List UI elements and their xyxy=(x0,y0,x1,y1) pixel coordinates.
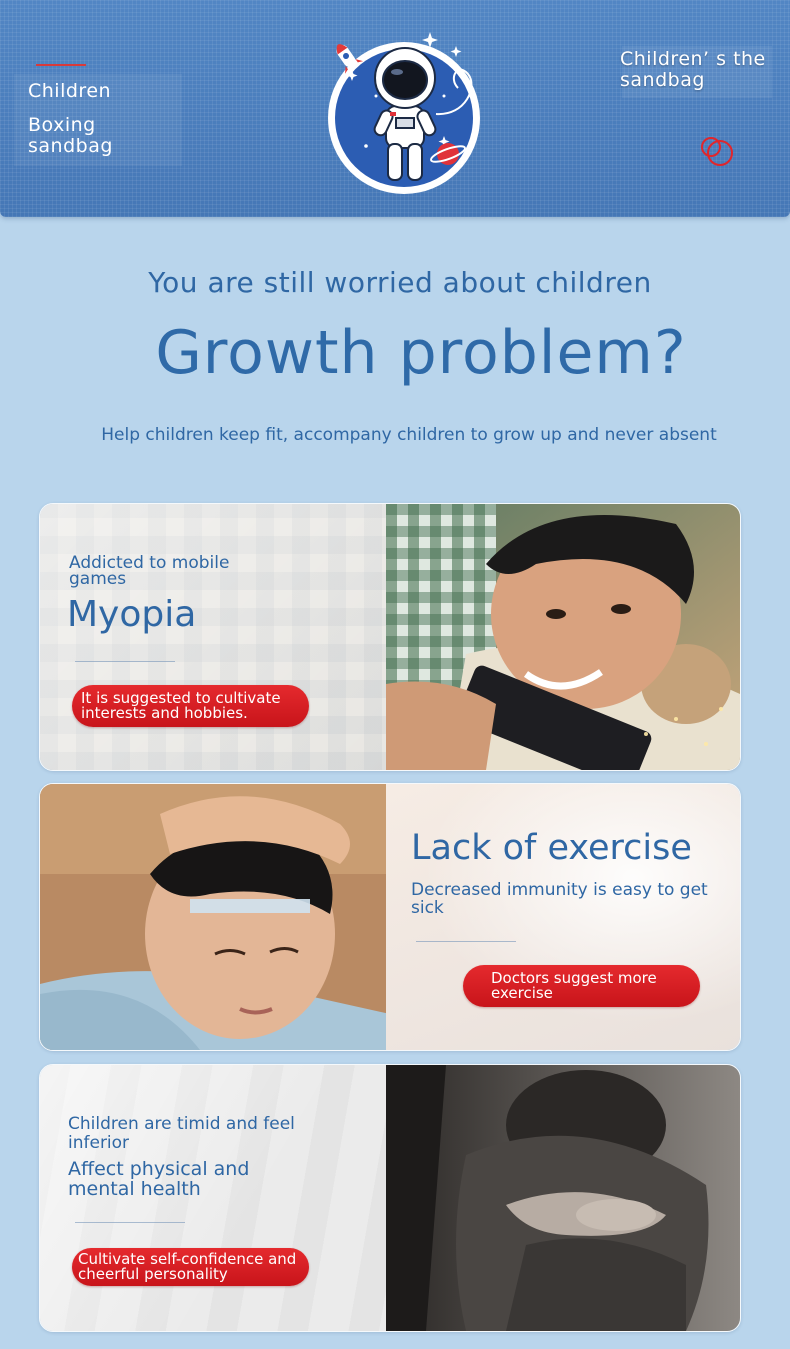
intro-tagline: Help children keep fit, accompany children to grow up and never absent xyxy=(101,425,717,445)
sick-boy-photo xyxy=(40,784,390,1050)
card-title: Myopia xyxy=(67,594,197,635)
header-right-title: Children’ s the sandbag xyxy=(620,48,766,91)
advice-pill: It is suggested to cultivate interests and hobbies. xyxy=(72,685,309,727)
header-banner xyxy=(0,0,790,217)
header-left-label: Children xyxy=(28,80,112,102)
double-ring-icon xyxy=(698,134,738,168)
intro-heading: Growth problem? xyxy=(155,318,687,388)
card-caption: Children are timid and feel inferior xyxy=(68,1114,295,1153)
sad-child-photo xyxy=(386,1065,740,1331)
card-title: Affect physical and mental health xyxy=(68,1158,250,1200)
card-text-panel xyxy=(40,504,390,770)
intro-subheading: You are still worried about children xyxy=(148,266,652,299)
card-divider xyxy=(416,941,516,942)
advice-pill: Doctors suggest more exercise xyxy=(463,965,700,1007)
card-caption: Decreased immunity is easy to get sick xyxy=(411,880,708,918)
card-divider xyxy=(75,661,175,662)
card-divider xyxy=(75,1222,185,1223)
card-title: Lack of exercise xyxy=(411,828,692,868)
card-caption: Addicted to mobile games xyxy=(69,553,230,589)
card-text-panel xyxy=(386,784,740,1050)
problem-card-myopia xyxy=(39,503,741,771)
problem-card-confidence xyxy=(39,1064,741,1332)
header-left-title: Boxing sandbag xyxy=(28,114,113,157)
boy-playing-phone-photo xyxy=(386,504,740,770)
advice-pill: Cultivate self-confidence and cheerful personality xyxy=(72,1248,309,1286)
card-text-panel xyxy=(40,1065,390,1331)
problem-card-exercise xyxy=(39,783,741,1051)
astronaut-badge-icon xyxy=(326,26,486,198)
accent-line xyxy=(36,64,86,66)
